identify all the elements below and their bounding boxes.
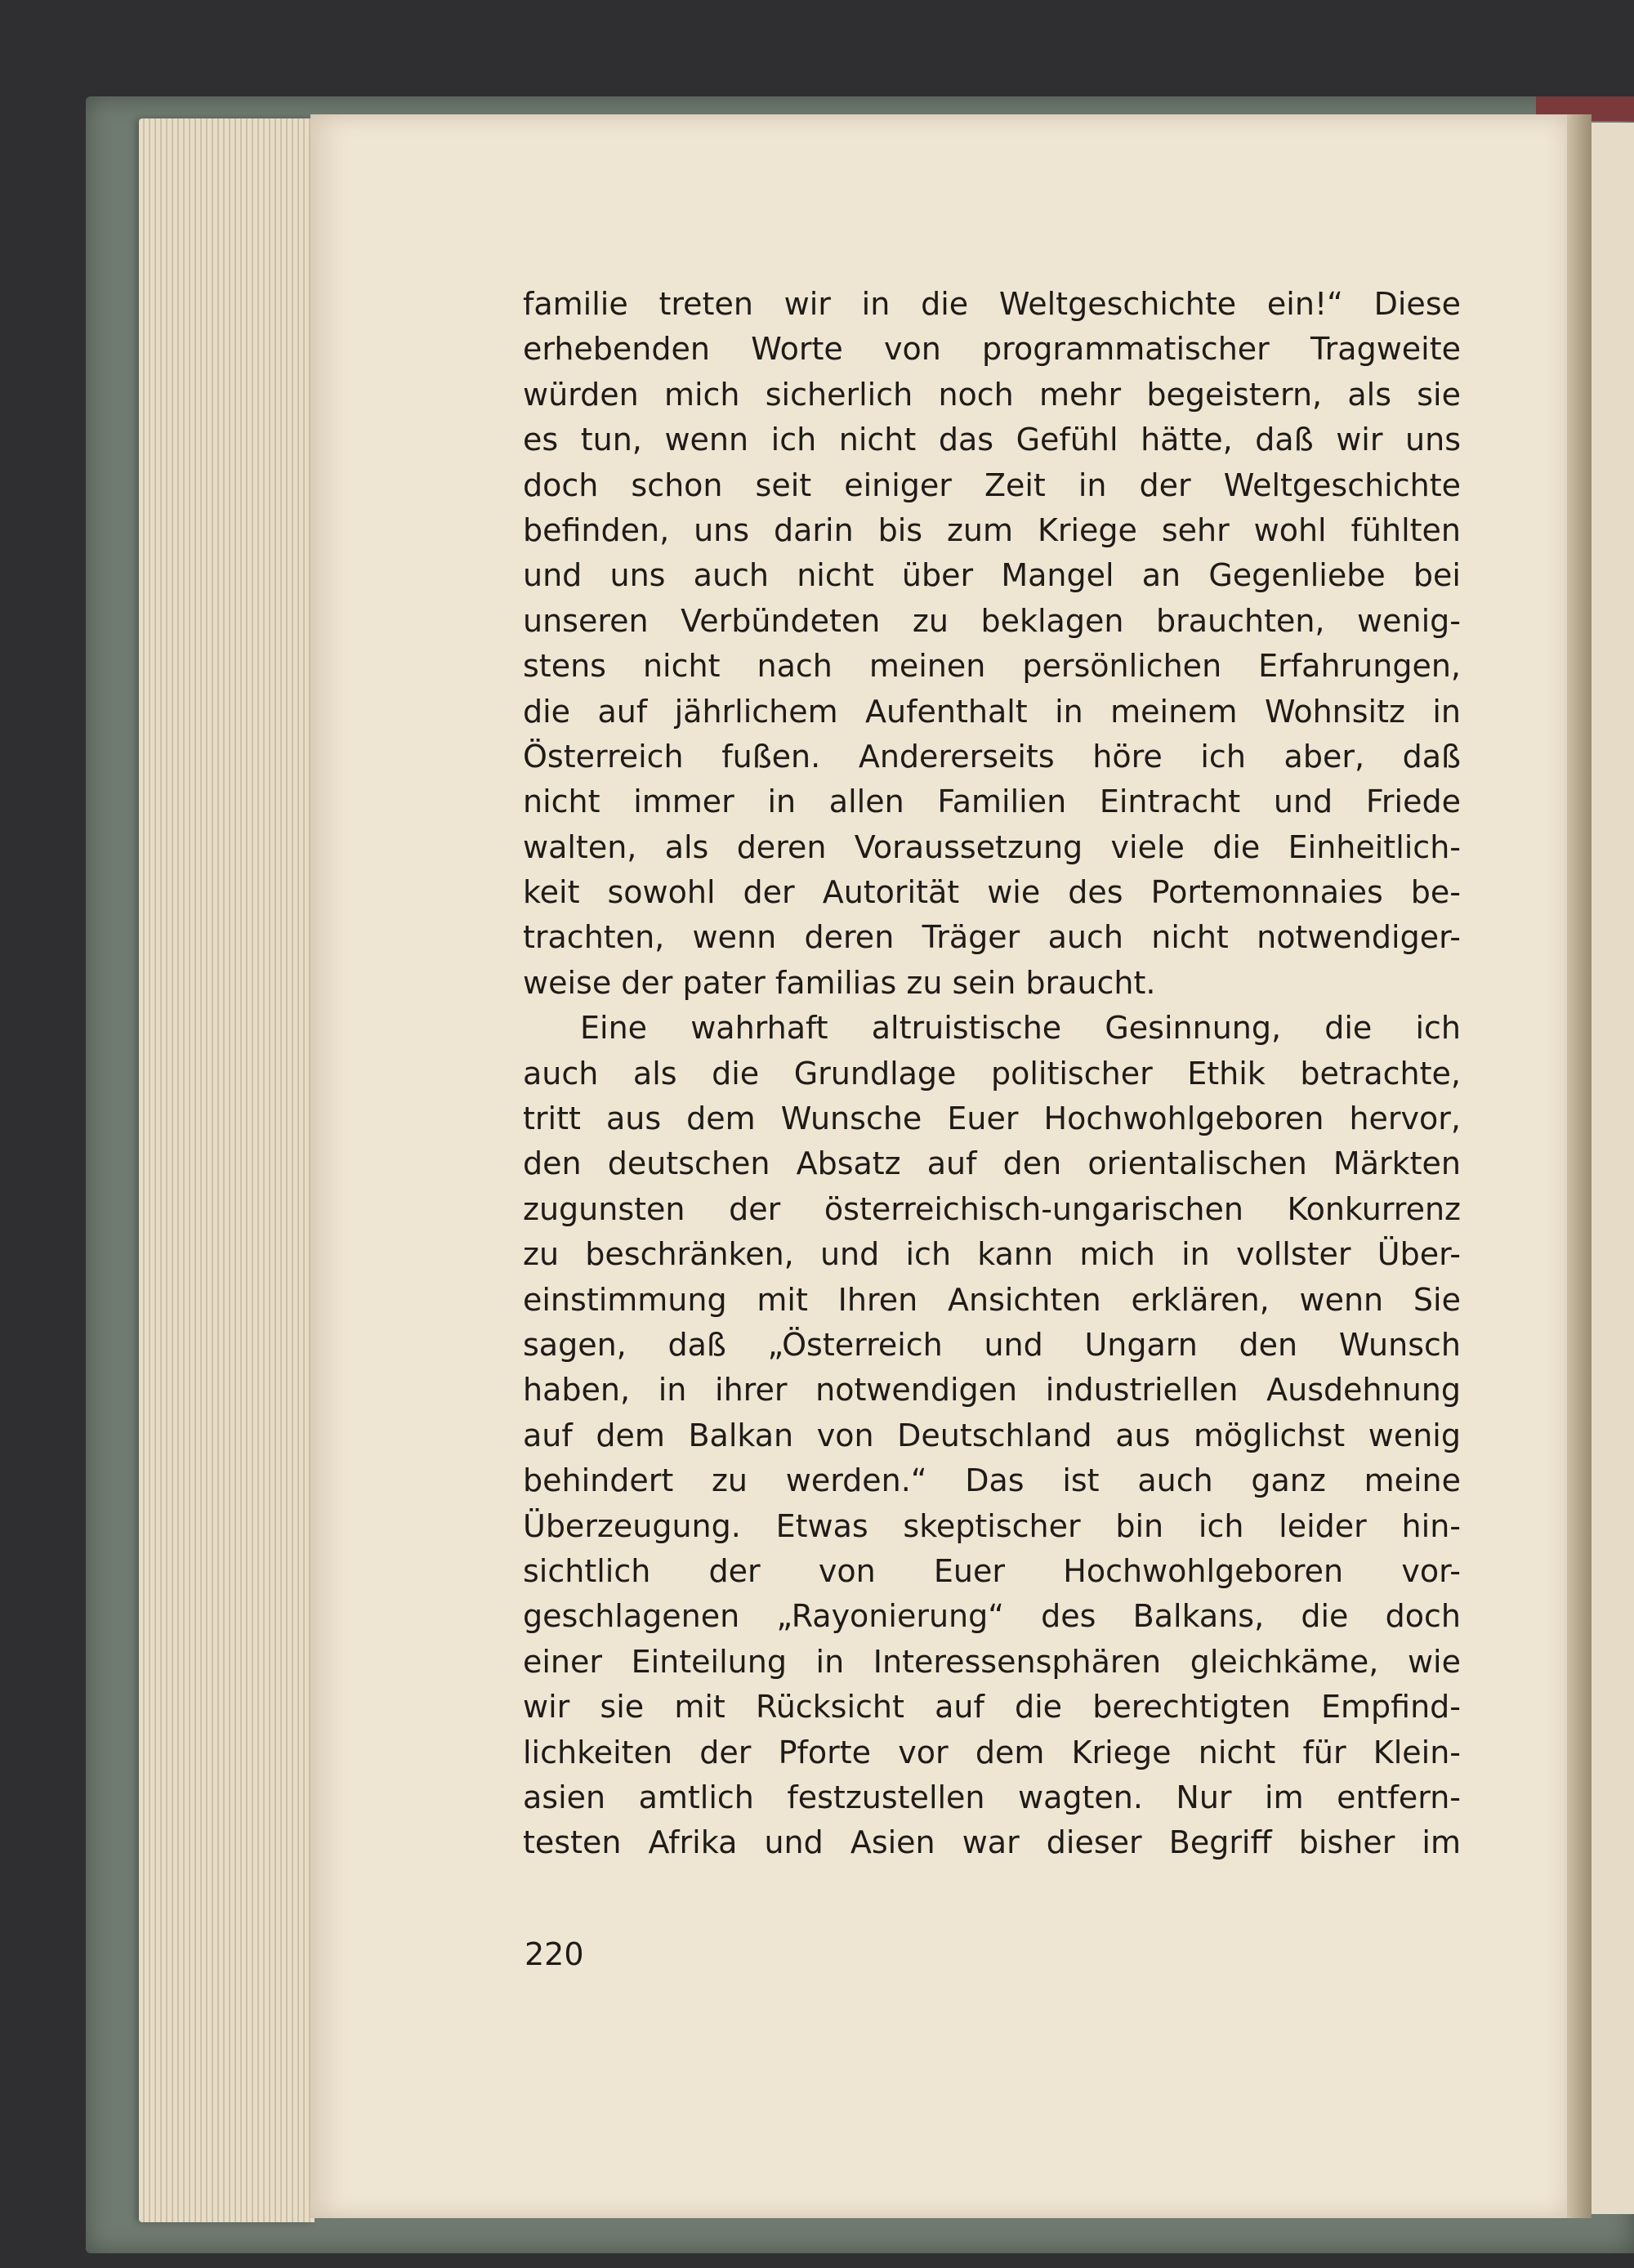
text-line: Überzeugung. Etwas skeptischer bin ich leider hin- — [523, 1507, 1461, 1544]
text-line: auf dem Balkan von Deutschland aus möglichst wenig — [523, 1417, 1461, 1453]
text-line: einer Einteilung in Interessensphären gleichkäme, wie — [523, 1643, 1461, 1680]
text-line: walten, als deren Voraussetzung viele die Einheitlich- — [523, 828, 1461, 865]
text-line: erhebenden Worte von programmatischer Tragweite — [523, 331, 1461, 368]
text-line: tritt aus dem Wunsche Euer Hochwohlgeboren hervor, — [523, 1101, 1461, 1137]
text-line: behindert zu werden.“ Das ist auch ganz meine — [523, 1462, 1461, 1499]
text-line: die auf jährlichem Aufenthalt in meinem Wohnsitz in — [523, 693, 1461, 730]
text-line: geschlagenen „Rayonierung“ des Balkans, die doch — [523, 1598, 1461, 1635]
text-line: trachten, wenn deren Träger auch nicht notwendiger- — [523, 919, 1461, 956]
paragraph-start-line: Eine wahrhaft altruistische Gesinnung, die ich — [580, 1010, 1461, 1047]
text-line: würden mich sicherlich noch mehr begeistern, als sie — [523, 376, 1461, 413]
text-line: doch schon seit einiger Zeit in der Weltgeschichte — [523, 467, 1461, 503]
text-line: testen Afrika und Asien war dieser Begriff bisher im — [523, 1824, 1461, 1861]
page-number: 220 — [525, 1936, 584, 1972]
page-edges — [139, 118, 315, 2222]
text-line: sagen, daß „Österreich und Ungarn den Wunsch — [523, 1326, 1461, 1363]
text-line: den deutschen Absatz auf den orientalischen Märkten — [523, 1145, 1461, 1182]
book-gutter — [1567, 114, 1592, 2218]
text-line: weise der pater familias zu sein braucht. — [523, 964, 1156, 1001]
facing-page-edge — [1592, 123, 1634, 2214]
text-line: stens nicht nach meinen persönlichen Erfahrungen, — [523, 648, 1461, 685]
text-line: zugunsten der österreichisch-ungarischen Konkurrenz — [523, 1190, 1461, 1227]
page-text — [523, 282, 1461, 1866]
text-line: und uns auch nicht über Mangel an Gegenliebe bei — [523, 557, 1461, 594]
text-line: familie treten wir in die Weltgeschichte ein!“ Diese — [523, 286, 1461, 322]
text-line: Österreich fußen. Andererseits höre ich aber, daß — [523, 738, 1461, 775]
text-line: zu beschränken, und ich kann mich in vollster Über- — [523, 1236, 1461, 1273]
text-line: haben, in ihrer notwendigen industriellen Ausdehnung — [523, 1372, 1461, 1409]
text-line: keit sowohl der Autorität wie des Portemonnaies be- — [523, 874, 1461, 911]
text-line: es tun, wenn ich nicht das Gefühl hätte, daß wir uns — [523, 422, 1461, 458]
text-line: unseren Verbündeten zu beklagen brauchten, wenig- — [523, 602, 1461, 639]
text-line: auch als die Grundlage politischer Ethik betrachte, — [523, 1055, 1461, 1092]
text-line: lichkeiten der Pforte vor dem Kriege nicht für Klein- — [523, 1734, 1461, 1770]
text-line: befinden, uns darin bis zum Kriege sehr wohl fühlten — [523, 511, 1461, 548]
text-line: sichtlich der von Euer Hochwohlgeboren vor- — [523, 1552, 1461, 1589]
text-line: asien amtlich festzustellen wagten. Nur im entfern- — [523, 1779, 1461, 1815]
text-line: wir sie mit Rücksicht auf die berechtigten Empfind- — [523, 1689, 1461, 1726]
text-line: nicht immer in allen Familien Eintracht und Friede — [523, 784, 1461, 820]
text-line: einstimmung mit Ihren Ansichten erklären, wenn Sie — [523, 1281, 1461, 1318]
